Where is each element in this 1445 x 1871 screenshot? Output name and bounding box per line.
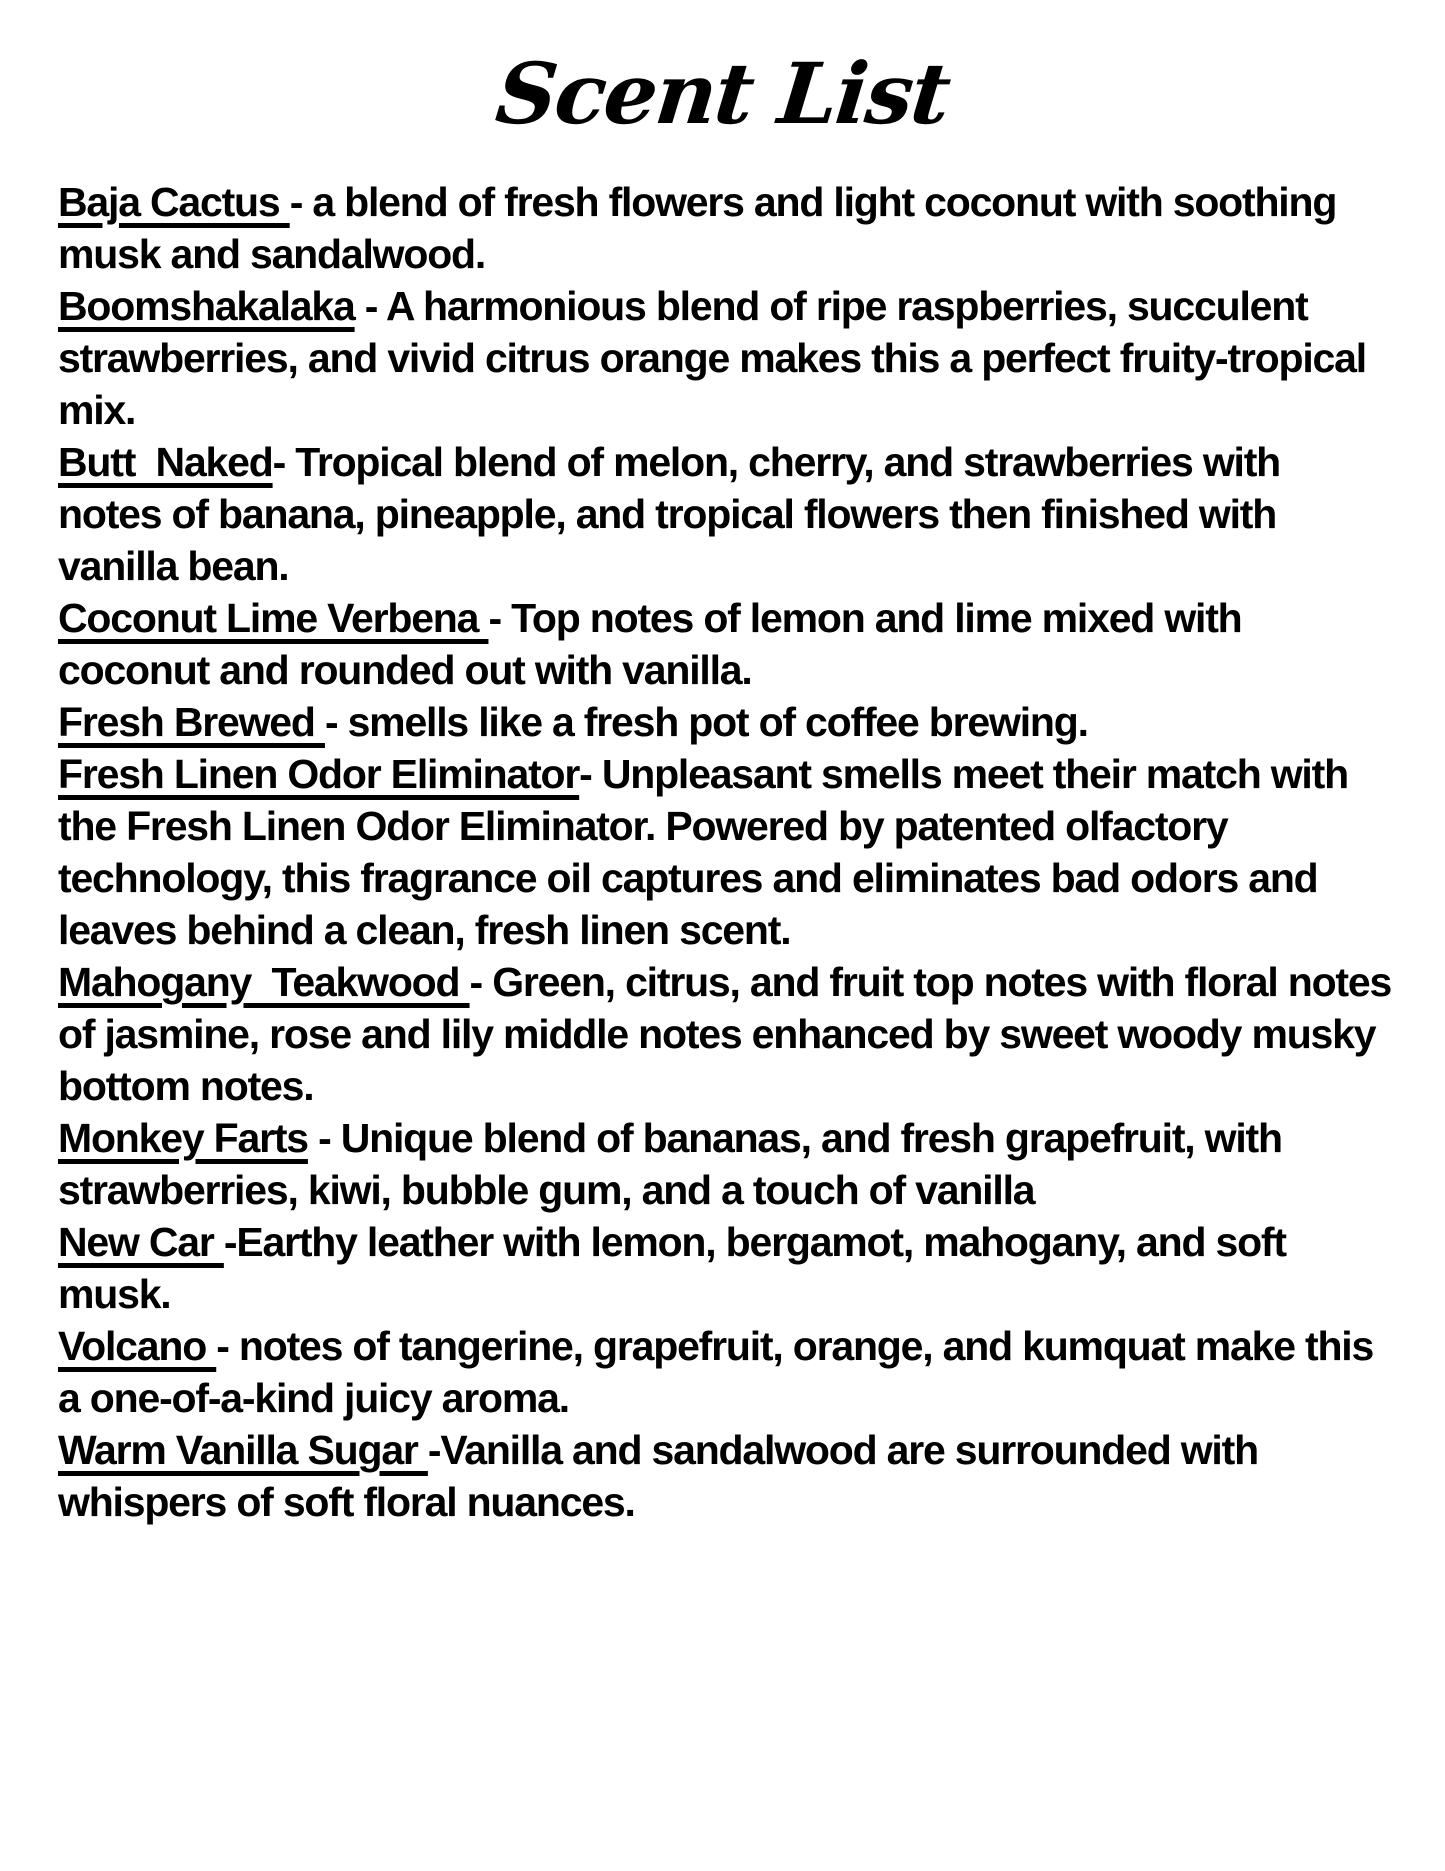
scent-name: Boomshakalaka [58, 283, 355, 330]
scent-name: Volcano [58, 1323, 217, 1370]
scent-description: -Earthy leather with lemon, bergamot, mahogany, and soft musk. [58, 1219, 1297, 1318]
scent-description: - Top notes of lemon and lime mixed with coconut and rounded out with vanilla. [58, 595, 1252, 694]
scent-name: Monkey Farts [58, 1115, 308, 1162]
scent-entry [58, 696, 1392, 748]
scent-description: - notes of tangerine, grapefruit, orange, and kumquat make this a one-of-a-kind juicy aroma. [58, 1323, 1384, 1422]
scent-description: - Unpleasant smells meet their match with the Fresh Linen Odor Eliminator. Powered by patented olfactory technology, this fragrance oil captures and eliminates bad odors and leaves behind a clean, fresh linen scent. [58, 751, 1359, 954]
scent-entry [58, 748, 1392, 956]
scent-name: Baja Cactus [58, 179, 290, 226]
scent-entry [58, 592, 1392, 696]
scent-description: - Tropical blend of melon, cherry, and strawberries with notes of banana, pineapple, and tropical flowers then finished with vanilla bean. [58, 439, 1291, 590]
scent-entry [58, 1320, 1392, 1424]
scent-name: Coconut Lime Verbena [58, 595, 489, 642]
scent-list [58, 176, 1402, 1528]
scent-entry [58, 436, 1392, 592]
scent-description: - Green, citrus, and fruit top notes with floral notes of jasmine, rose and lily middle notes enhanced by sweet woody musky bottom notes. [58, 959, 1402, 1110]
scent-description: - smells like a fresh pot of coffee brewing. [324, 699, 1088, 746]
scent-entry [58, 1424, 1392, 1528]
scent-entry [58, 280, 1392, 436]
scent-entry [58, 1216, 1392, 1320]
page-title: Scent List [491, 44, 954, 143]
scent-name: Mahogany Teakwood [58, 959, 470, 1006]
scent-description: - Unique blend of bananas, and fresh grapefruit, with strawberries, kiwi, bubble gum, and a touch of vanilla [58, 1115, 1293, 1214]
scent-description: - A harmonious blend of ripe raspberries, succulent strawberries, and vivid citrus orange makes this a perfect fruity-tropical mix. [58, 283, 1377, 434]
scent-description: - a blend of fresh flowers and light coconut with soothing musk and sandalwood. [58, 179, 1347, 278]
scent-name: Fresh Linen Odor Eliminator [58, 751, 580, 798]
scent-name: New Car [58, 1219, 224, 1266]
scent-entry [58, 176, 1392, 280]
scent-entry [58, 1112, 1392, 1216]
scent-name: Fresh Brewed [58, 699, 325, 746]
scent-name: Warm Vanilla Sugar [58, 1427, 428, 1474]
scent-description: -Vanilla and sandalwood are surrounded with whispers of soft floral nuances. [58, 1427, 1269, 1526]
scent-name: Butt Naked [58, 439, 273, 486]
scent-entry [58, 956, 1402, 1112]
